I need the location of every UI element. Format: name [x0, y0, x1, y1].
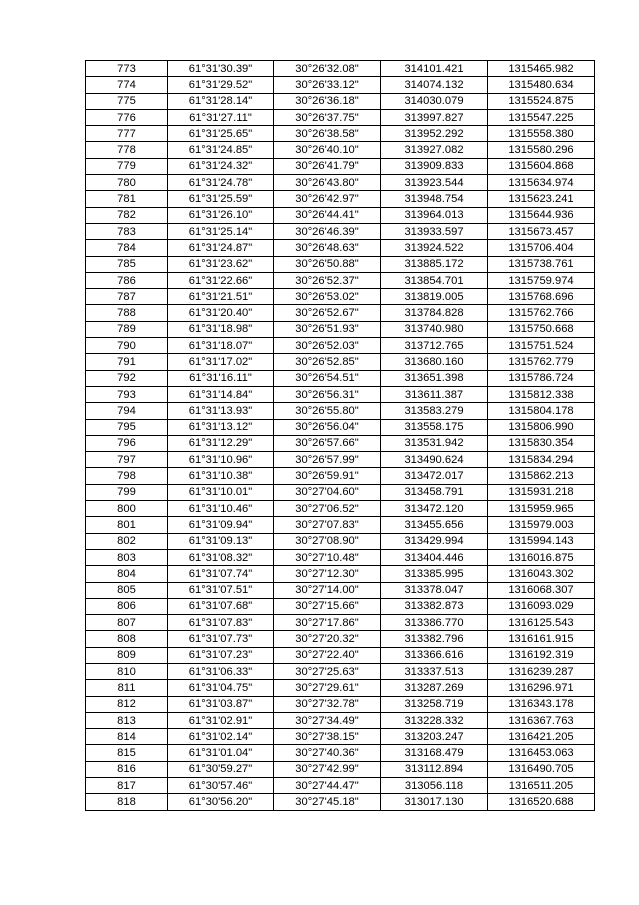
y-coordinate-cell: 1315558.380	[488, 126, 595, 142]
point-number-cell: 779	[86, 158, 168, 174]
latitude-cell: 61°31'24.78"	[168, 175, 274, 191]
latitude-cell: 61°30'59.27"	[168, 761, 274, 777]
longitude-cell: 30°26'50.88"	[274, 256, 381, 272]
y-coordinate-cell: 1316343.178	[488, 696, 595, 712]
longitude-cell: 30°27'22.40"	[274, 647, 381, 663]
point-number-cell: 797	[86, 452, 168, 468]
x-coordinate-cell: 313458.791	[381, 484, 488, 500]
longitude-cell: 30°27'32.78"	[274, 696, 381, 712]
longitude-cell: 30°27'06.52"	[274, 501, 381, 517]
x-coordinate-cell: 314030.079	[381, 93, 488, 109]
latitude-cell: 61°30'57.46"	[168, 778, 274, 794]
longitude-cell: 30°27'42.99"	[274, 761, 381, 777]
y-coordinate-cell: 1316161.915	[488, 631, 595, 647]
x-coordinate-cell: 313382.873	[381, 598, 488, 614]
point-number-cell: 793	[86, 386, 168, 402]
table-row	[86, 484, 595, 500]
y-coordinate-cell: 1315759.974	[488, 272, 595, 288]
longitude-cell: 30°27'25.63"	[274, 663, 381, 679]
y-coordinate-cell: 1316043.302	[488, 566, 595, 582]
table-row	[86, 761, 595, 777]
y-coordinate-cell: 1315762.766	[488, 305, 595, 321]
table-row	[86, 745, 595, 761]
table-row	[86, 729, 595, 745]
longitude-cell: 30°26'54.51"	[274, 370, 381, 386]
latitude-cell: 61°31'30.39"	[168, 61, 274, 77]
point-number-cell: 815	[86, 745, 168, 761]
x-coordinate-cell: 313712.765	[381, 338, 488, 354]
latitude-cell: 61°31'02.14"	[168, 729, 274, 745]
longitude-cell: 30°26'57.99"	[274, 452, 381, 468]
longitude-cell: 30°26'52.85"	[274, 354, 381, 370]
longitude-cell: 30°26'52.03"	[274, 338, 381, 354]
x-coordinate-cell: 313472.120	[381, 501, 488, 517]
longitude-cell: 30°27'04.60"	[274, 484, 381, 500]
longitude-cell: 30°26'43.80"	[274, 175, 381, 191]
latitude-cell: 61°31'12.29"	[168, 435, 274, 451]
latitude-cell: 61°31'10.01"	[168, 484, 274, 500]
point-number-cell: 796	[86, 435, 168, 451]
x-coordinate-cell: 314074.132	[381, 77, 488, 93]
point-number-cell: 817	[86, 778, 168, 794]
table-row	[86, 207, 595, 223]
point-number-cell: 803	[86, 549, 168, 565]
y-coordinate-cell: 1315806.990	[488, 419, 595, 435]
x-coordinate-cell: 313429.994	[381, 533, 488, 549]
x-coordinate-cell: 313228.332	[381, 712, 488, 728]
x-coordinate-cell: 313923.544	[381, 175, 488, 191]
x-coordinate-cell: 313531.942	[381, 435, 488, 451]
point-number-cell: 781	[86, 191, 168, 207]
latitude-cell: 61°31'10.38"	[168, 468, 274, 484]
table-row	[86, 435, 595, 451]
y-coordinate-cell: 1316016.875	[488, 549, 595, 565]
table-row	[86, 289, 595, 305]
x-coordinate-cell: 313378.047	[381, 582, 488, 598]
y-coordinate-cell: 1315834.294	[488, 452, 595, 468]
latitude-cell: 61°31'06.33"	[168, 663, 274, 679]
y-coordinate-cell: 1315706.404	[488, 240, 595, 256]
point-number-cell: 782	[86, 207, 168, 223]
latitude-cell: 61°31'10.46"	[168, 501, 274, 517]
point-number-cell: 813	[86, 712, 168, 728]
x-coordinate-cell: 313112.894	[381, 761, 488, 777]
latitude-cell: 61°31'26.10"	[168, 207, 274, 223]
x-coordinate-cell: 313404.446	[381, 549, 488, 565]
longitude-cell: 30°27'10.48"	[274, 549, 381, 565]
y-coordinate-cell: 1316192.319	[488, 647, 595, 663]
x-coordinate-cell: 313924.522	[381, 240, 488, 256]
longitude-cell: 30°26'40.10"	[274, 142, 381, 158]
latitude-cell: 61°31'07.68"	[168, 598, 274, 614]
longitude-cell: 30°26'32.08"	[274, 61, 381, 77]
x-coordinate-cell: 313455.656	[381, 517, 488, 533]
table-row	[86, 696, 595, 712]
point-number-cell: 802	[86, 533, 168, 549]
latitude-cell: 61°31'27.11"	[168, 109, 274, 125]
latitude-cell: 61°31'09.94"	[168, 517, 274, 533]
table-row	[86, 93, 595, 109]
x-coordinate-cell: 313385.995	[381, 566, 488, 582]
table-row	[86, 272, 595, 288]
point-number-cell: 806	[86, 598, 168, 614]
point-number-cell: 810	[86, 663, 168, 679]
latitude-cell: 61°31'18.98"	[168, 321, 274, 337]
y-coordinate-cell: 1315580.296	[488, 142, 595, 158]
x-coordinate-cell: 313854.701	[381, 272, 488, 288]
longitude-cell: 30°26'56.04"	[274, 419, 381, 435]
latitude-cell: 61°31'24.32"	[168, 158, 274, 174]
x-coordinate-cell: 313258.719	[381, 696, 488, 712]
y-coordinate-cell: 1316511.205	[488, 778, 595, 794]
latitude-cell: 61°31'10.96"	[168, 452, 274, 468]
x-coordinate-cell: 313933.597	[381, 223, 488, 239]
x-coordinate-cell: 313927.082	[381, 142, 488, 158]
table-row	[86, 680, 595, 696]
x-coordinate-cell: 313382.796	[381, 631, 488, 647]
point-number-cell: 812	[86, 696, 168, 712]
longitude-cell: 30°26'33.12"	[274, 77, 381, 93]
y-coordinate-cell: 1316239.287	[488, 663, 595, 679]
longitude-cell: 30°27'08.90"	[274, 533, 381, 549]
point-number-cell: 774	[86, 77, 168, 93]
table-row	[86, 109, 595, 125]
latitude-cell: 61°30'56.20"	[168, 794, 274, 810]
y-coordinate-cell: 1316125.543	[488, 615, 595, 631]
point-number-cell: 790	[86, 338, 168, 354]
table-row	[86, 549, 595, 565]
point-number-cell: 801	[86, 517, 168, 533]
y-coordinate-cell: 1316367.763	[488, 712, 595, 728]
point-number-cell: 789	[86, 321, 168, 337]
y-coordinate-cell: 1316068.307	[488, 582, 595, 598]
point-number-cell: 791	[86, 354, 168, 370]
y-coordinate-cell: 1315786.724	[488, 370, 595, 386]
latitude-cell: 61°31'23.62"	[168, 256, 274, 272]
point-number-cell: 794	[86, 403, 168, 419]
table-row	[86, 452, 595, 468]
point-number-cell: 798	[86, 468, 168, 484]
latitude-cell: 61°31'25.65"	[168, 126, 274, 142]
point-number-cell: 783	[86, 223, 168, 239]
table-row	[86, 370, 595, 386]
x-coordinate-cell: 313287.269	[381, 680, 488, 696]
longitude-cell: 30°27'17.86"	[274, 615, 381, 631]
latitude-cell: 61°31'01.04"	[168, 745, 274, 761]
longitude-cell: 30°26'59.91"	[274, 468, 381, 484]
point-number-cell: 778	[86, 142, 168, 158]
y-coordinate-cell: 1315750.668	[488, 321, 595, 337]
y-coordinate-cell: 1315673.457	[488, 223, 595, 239]
latitude-cell: 61°31'21.51"	[168, 289, 274, 305]
table-row	[86, 712, 595, 728]
x-coordinate-cell: 313017.130	[381, 794, 488, 810]
y-coordinate-cell: 1315762.779	[488, 354, 595, 370]
point-number-cell: 795	[86, 419, 168, 435]
coordinates-table-body	[86, 61, 595, 811]
longitude-cell: 30°26'48.63"	[274, 240, 381, 256]
x-coordinate-cell: 313964.013	[381, 207, 488, 223]
longitude-cell: 30°27'38.15"	[274, 729, 381, 745]
y-coordinate-cell: 1315812.338	[488, 386, 595, 402]
latitude-cell: 61°31'18.07"	[168, 338, 274, 354]
table-row	[86, 631, 595, 647]
longitude-cell: 30°26'55.80"	[274, 403, 381, 419]
x-coordinate-cell: 313203.247	[381, 729, 488, 745]
table-row	[86, 191, 595, 207]
y-coordinate-cell: 1315959.965	[488, 501, 595, 517]
y-coordinate-cell: 1316490.705	[488, 761, 595, 777]
table-row	[86, 240, 595, 256]
table-row	[86, 517, 595, 533]
latitude-cell: 61°31'24.87"	[168, 240, 274, 256]
latitude-cell: 61°31'09.13"	[168, 533, 274, 549]
latitude-cell: 61°31'02.91"	[168, 712, 274, 728]
point-number-cell: 786	[86, 272, 168, 288]
y-coordinate-cell: 1316093.029	[488, 598, 595, 614]
point-number-cell: 777	[86, 126, 168, 142]
y-coordinate-cell: 1315480.634	[488, 77, 595, 93]
y-coordinate-cell: 1315979.003	[488, 517, 595, 533]
latitude-cell: 61°31'28.14"	[168, 93, 274, 109]
latitude-cell: 61°31'13.12"	[168, 419, 274, 435]
x-coordinate-cell: 313472.017	[381, 468, 488, 484]
point-number-cell: 807	[86, 615, 168, 631]
y-coordinate-cell: 1316520.688	[488, 794, 595, 810]
y-coordinate-cell: 1315604.868	[488, 158, 595, 174]
point-number-cell: 811	[86, 680, 168, 696]
table-row	[86, 615, 595, 631]
table-row	[86, 468, 595, 484]
longitude-cell: 30°26'52.67"	[274, 305, 381, 321]
table-row	[86, 256, 595, 272]
longitude-cell: 30°26'44.41"	[274, 207, 381, 223]
y-coordinate-cell: 1316296.971	[488, 680, 595, 696]
point-number-cell: 805	[86, 582, 168, 598]
latitude-cell: 61°31'25.14"	[168, 223, 274, 239]
longitude-cell: 30°26'37.75"	[274, 109, 381, 125]
point-number-cell: 785	[86, 256, 168, 272]
latitude-cell: 61°31'07.83"	[168, 615, 274, 631]
latitude-cell: 61°31'03.87"	[168, 696, 274, 712]
x-coordinate-cell: 313583.279	[381, 403, 488, 419]
table-row	[86, 321, 595, 337]
y-coordinate-cell: 1315547.225	[488, 109, 595, 125]
longitude-cell: 30°27'14.00"	[274, 582, 381, 598]
longitude-cell: 30°26'51.93"	[274, 321, 381, 337]
x-coordinate-cell: 313997.827	[381, 109, 488, 125]
longitude-cell: 30°27'29.61"	[274, 680, 381, 696]
table-row	[86, 386, 595, 402]
latitude-cell: 61°31'25.59"	[168, 191, 274, 207]
x-coordinate-cell: 313366.616	[381, 647, 488, 663]
latitude-cell: 61°31'07.23"	[168, 647, 274, 663]
y-coordinate-cell: 1315862.213	[488, 468, 595, 484]
table-row	[86, 354, 595, 370]
point-number-cell: 799	[86, 484, 168, 500]
table-row	[86, 582, 595, 598]
longitude-cell: 30°27'44.47"	[274, 778, 381, 794]
table-row	[86, 533, 595, 549]
longitude-cell: 30°27'20.32"	[274, 631, 381, 647]
x-coordinate-cell: 313680.160	[381, 354, 488, 370]
table-row	[86, 61, 595, 77]
point-number-cell: 816	[86, 761, 168, 777]
latitude-cell: 61°31'14.84"	[168, 386, 274, 402]
table-row	[86, 338, 595, 354]
point-number-cell: 784	[86, 240, 168, 256]
point-number-cell: 775	[86, 93, 168, 109]
table-row	[86, 647, 595, 663]
longitude-cell: 30°26'42.97"	[274, 191, 381, 207]
x-coordinate-cell: 313558.175	[381, 419, 488, 435]
table-row	[86, 794, 595, 810]
table-row	[86, 778, 595, 794]
x-coordinate-cell: 313948.754	[381, 191, 488, 207]
point-number-cell: 780	[86, 175, 168, 191]
longitude-cell: 30°26'38.58"	[274, 126, 381, 142]
point-number-cell: 808	[86, 631, 168, 647]
table-row	[86, 663, 595, 679]
x-coordinate-cell: 313909.833	[381, 158, 488, 174]
x-coordinate-cell: 313784.828	[381, 305, 488, 321]
x-coordinate-cell: 313819.005	[381, 289, 488, 305]
point-number-cell: 787	[86, 289, 168, 305]
longitude-cell: 30°26'52.37"	[274, 272, 381, 288]
table-row	[86, 403, 595, 419]
longitude-cell: 30°26'41.79"	[274, 158, 381, 174]
point-number-cell: 804	[86, 566, 168, 582]
longitude-cell: 30°26'36.18"	[274, 93, 381, 109]
y-coordinate-cell: 1315465.982	[488, 61, 595, 77]
table-row	[86, 501, 595, 517]
table-row	[86, 598, 595, 614]
x-coordinate-cell: 313740.980	[381, 321, 488, 337]
x-coordinate-cell: 313651.398	[381, 370, 488, 386]
y-coordinate-cell: 1315751.524	[488, 338, 595, 354]
longitude-cell: 30°27'40.36"	[274, 745, 381, 761]
point-number-cell: 809	[86, 647, 168, 663]
latitude-cell: 61°31'04.75"	[168, 680, 274, 696]
table-row	[86, 175, 595, 191]
latitude-cell: 61°31'20.40"	[168, 305, 274, 321]
table-row	[86, 158, 595, 174]
x-coordinate-cell: 313337.513	[381, 663, 488, 679]
longitude-cell: 30°27'12.30"	[274, 566, 381, 582]
x-coordinate-cell: 314101.421	[381, 61, 488, 77]
latitude-cell: 61°31'13.93"	[168, 403, 274, 419]
longitude-cell: 30°26'46.39"	[274, 223, 381, 239]
y-coordinate-cell: 1315524.875	[488, 93, 595, 109]
x-coordinate-cell: 313056.118	[381, 778, 488, 794]
y-coordinate-cell: 1315804.178	[488, 403, 595, 419]
table-row	[86, 419, 595, 435]
y-coordinate-cell: 1316453.063	[488, 745, 595, 761]
latitude-cell: 61°31'07.73"	[168, 631, 274, 647]
table-row	[86, 305, 595, 321]
y-coordinate-cell: 1315644.936	[488, 207, 595, 223]
y-coordinate-cell: 1315768.696	[488, 289, 595, 305]
x-coordinate-cell: 313386.770	[381, 615, 488, 631]
latitude-cell: 61°31'24.85"	[168, 142, 274, 158]
point-number-cell: 788	[86, 305, 168, 321]
table-row	[86, 223, 595, 239]
point-number-cell: 800	[86, 501, 168, 517]
latitude-cell: 61°31'22.66"	[168, 272, 274, 288]
y-coordinate-cell: 1315931.218	[488, 484, 595, 500]
point-number-cell: 818	[86, 794, 168, 810]
latitude-cell: 61°31'07.74"	[168, 566, 274, 582]
y-coordinate-cell: 1315623.241	[488, 191, 595, 207]
longitude-cell: 30°27'15.66"	[274, 598, 381, 614]
x-coordinate-cell: 313490.624	[381, 452, 488, 468]
y-coordinate-cell: 1316421.205	[488, 729, 595, 745]
x-coordinate-cell: 313168.479	[381, 745, 488, 761]
longitude-cell: 30°27'07.83"	[274, 517, 381, 533]
y-coordinate-cell: 1315738.761	[488, 256, 595, 272]
longitude-cell: 30°27'45.18"	[274, 794, 381, 810]
x-coordinate-cell: 313952.292	[381, 126, 488, 142]
x-coordinate-cell: 313885.172	[381, 256, 488, 272]
latitude-cell: 61°31'07.51"	[168, 582, 274, 598]
table-row	[86, 566, 595, 582]
coordinates-table	[85, 60, 595, 811]
latitude-cell: 61°31'17.02"	[168, 354, 274, 370]
longitude-cell: 30°27'34.49"	[274, 712, 381, 728]
table-row	[86, 126, 595, 142]
table-row	[86, 77, 595, 93]
point-number-cell: 814	[86, 729, 168, 745]
y-coordinate-cell: 1315994.143	[488, 533, 595, 549]
y-coordinate-cell: 1315634.974	[488, 175, 595, 191]
point-number-cell: 773	[86, 61, 168, 77]
point-number-cell: 792	[86, 370, 168, 386]
longitude-cell: 30°26'53.02"	[274, 289, 381, 305]
x-coordinate-cell: 313611.387	[381, 386, 488, 402]
point-number-cell: 776	[86, 109, 168, 125]
latitude-cell: 61°31'16.11"	[168, 370, 274, 386]
y-coordinate-cell: 1315830.354	[488, 435, 595, 451]
latitude-cell: 61°31'08.32"	[168, 549, 274, 565]
longitude-cell: 30°26'56.31"	[274, 386, 381, 402]
latitude-cell: 61°31'29.52"	[168, 77, 274, 93]
longitude-cell: 30°26'57.66"	[274, 435, 381, 451]
table-row	[86, 142, 595, 158]
